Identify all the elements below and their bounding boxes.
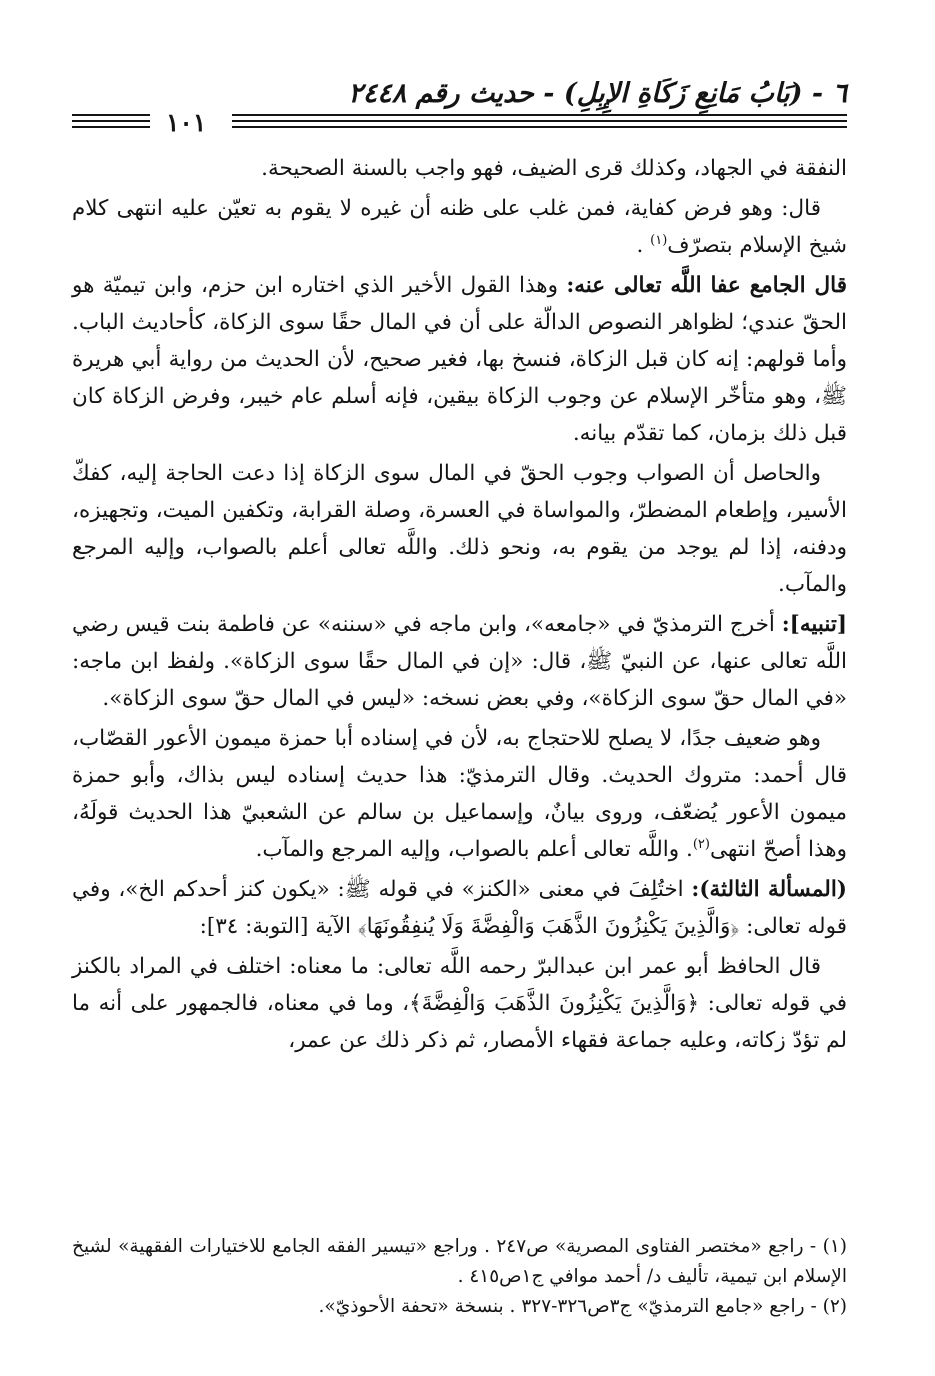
header-rule [232,126,847,128]
paragraph-text: قال الحافظ أبو عمر ابن عبدالبرّ رحمه اللَّه تعالى: ما معناه: اختلف في المراد بالكنز في قوله تعالى: ﴿وَالَّذِينَ يَكْنِزُونَ الذَّهَبَ وَالْفِضَّةَ﴾، وما في معناه، فالجمهور على أنه ما لم تؤدّ زكاته، وعليه جماعة فقهاء الأمصار، ثم ذكر ذلك عن عمر، [72,954,847,1053]
paragraph [72,267,847,452]
paragraph-text: وهو ضعيف جدًا، لا يصلح للاحتجاج به، لأن في إسناده أبا حمزة ميمون الأعور القصّاب، قال أحمد: متروك الحديث. وقال الترمذيّ: هذا حديث إسناده ليس بذاك، وأبو حمزة ميمون الأعور يُضعّف، وروى بيانٌ، وإسماعيل بن سالم عن الشعبيّ هذا الحديث قولَهُ، وهذا أصحّ انتهى [72,726,847,862]
paragraph-text: اختُلِفَ في معنى «الكنز» في قوله ﷺ: «يكون كنز أحدكم الخ»، وفي قوله تعالى: ﴿وَالَّذِينَ يَكْنِزُونَ الذَّهَبَ وَالْفِضَّةَ وَلَا يُنفِقُونَهَا﴾ الآية [التوبة: ٣٤]: [72,877,847,939]
page-number: ١٠١ [166,108,207,137]
paragraph [72,606,847,717]
header-rule [72,114,150,116]
footnote: (١) - راجع «مختصر الفتاوى المصرية» ص٢٤٧ . وراجع «تيسير الفقه الجامع للاختيارات الفقهية» لشيخ الإسلام ابن تيمية، تأليف د/ أحمد موافي ج١ص٤١٥ . [72,1236,847,1287]
footnote-marker: (١) [650,232,668,248]
paragraph-text: قال: وهو فرض كفاية، فمن غلب على ظنه أن غيره لا يقوم به تعيّن عليه انتهى كلام شيخ الإسلام بتصرّف [72,196,847,258]
header-rule [232,120,847,122]
paragraph-lead: [تنبيه]: [781,612,847,637]
footnote: (٢) - راجع «جامع الترمذيّ» ج٣ص٣٢٦-٣٢٧ . بنسخة «تحفة الأحوذيّ». [318,1296,847,1317]
footnote-marker: (٢) [692,836,710,852]
paragraph [72,455,847,603]
paragraph [72,948,847,1059]
chapter-title: ٦ - (بَابُ مَانِعِ زَكَاةِ الإِبِلِ) - حديث رقم ٢٤٤٨ [348,78,847,109]
page-header [72,78,847,137]
paragraph-text: أخرج الترمذيّ في «جامعه»، وابن ماجه في «سننه» عن فاطمة بنت قيس رضي اللَّه تعالى عنها، عن النبيّ ﷺ، قال: «إن في المال حقًا سوى الزكاة». ولفظ ابن ماجه: «في المال حقّ سوى الزكاة»، وفي بعض نسخه: «ليس في المال حقّ سوى الزكاة». [72,612,847,711]
footnotes [72,1232,847,1322]
paragraph [72,150,847,187]
paragraph-lead: قال الجامع عفا اللَّه تعالى عنه: [566,273,847,298]
paragraph-text: النفقة في الجهاد، وكذلك قرى الضيف، فهو واجب بالسنة الصحيحة. [261,156,847,181]
main-text [72,150,847,1062]
paragraph [72,720,847,868]
paragraph-tail: . [636,233,644,258]
header-rule [72,120,150,122]
paragraph [72,190,847,264]
paragraph-lead: (المسألة الثالثة): [691,877,847,902]
header-rule [72,126,150,128]
paragraph [72,871,847,945]
header-rule [232,114,847,116]
paragraph-text: وهذا القول الأخير الذي اختاره ابن حزم، وابن تيميّة هو الحقّ عندي؛ لظواهر النصوص الدالّة على أن في المال حقًا سوى الزكاة، كأحاديث الباب. وأما قولهم: إنه كان قبل الزكاة، فنسخ بها، فغير صحيح، لأن الحديث من رواية أبي هريرة ﷺ، وهو متأخّر الإسلام عن وجوب الزكاة بيقين، فإنه أسلم عام خيبر، وفرض الزكاة كان قبل ذلك بزمان، كما تقدّم بيانه. [72,273,847,446]
paragraph-tail: . واللَّه تعالى أعلم بالصواب، وإليه المرجع والمآب. [255,837,693,862]
paragraph-text: والحاصل أن الصواب وجوب الحقّ في المال سوى الزكاة إذا دعت الحاجة إليه، كفكّ الأسير، وإطعام المضطرّ، والمواساة في العسرة، وصلة القرابة، وتكفين الميت، وتجهيزه، ودفنه، إذا لم يوجد من يقوم به، ونحو ذلك. واللَّه تعالى أعلم بالصواب، وإليه المرجع والمآب. [72,461,847,597]
